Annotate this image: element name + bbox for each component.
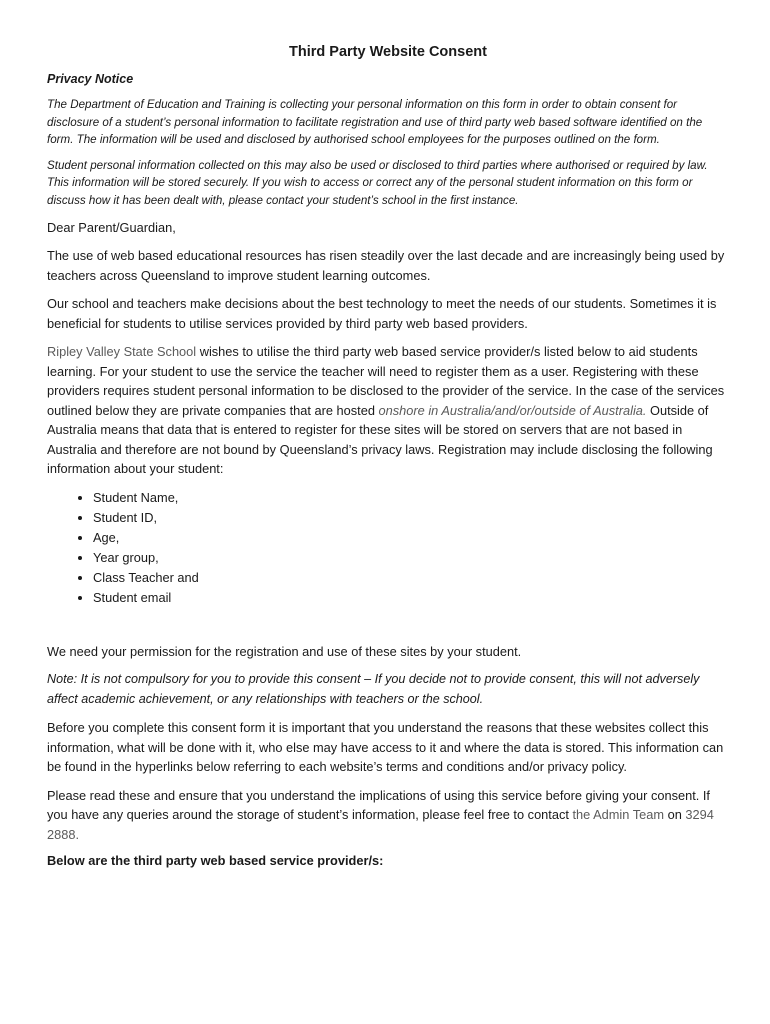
providers-heading: Below are the third party web based service provider/s: [47, 853, 384, 869]
list-item: • Student ID, [93, 508, 729, 528]
paragraph-understanding: Before you complete this consent form it is important that you understand the reasons that these websites collect this information, what will be done with it, who else may have access to it and where the data is stored. This information can be found in the hyperlinks below referring to each website’s terms and conditions and/or privacy policy. [47, 720, 724, 775]
paragraph-technology: Our school and teachers make decisions about the best technology to meet the needs of our students. Sometimes it is beneficial for students to utilise services provided by third party web based providers. [47, 296, 717, 331]
school-name-field: Ripley Valley State School [47, 344, 197, 360]
paragraph-web-resources: The use of web based educational resources has risen steadily over the last decade and are increasingly being used by teachers across Queensland to improve student learning outcomes. [47, 248, 725, 283]
list-item: • Age, [93, 528, 729, 548]
privacy-heading: Privacy Notice [47, 72, 134, 86]
queries-on: on [664, 807, 686, 823]
privacy-paragraph-1: The Department of Education and Training is collecting your personal information on this form in order to obtain consent for disclosure of a student’s personal information to facilitate registration and use of third party web based software identified on the form. The information will be used and disclosed by authorised school employees for the purposes outlined on the form. [47, 98, 703, 147]
consent-note: Note: It is not compulsory for you to provide this consent – If you decide not to provide consent, this will not adversely affect academic achievement, or any relationships with teachers or the school. [47, 672, 700, 706]
list-item: • Year group, [93, 548, 729, 568]
document-title: Third Party Website Consent [289, 44, 487, 60]
phone-number-field: 3294 2888. [47, 807, 714, 842]
registration-text-a: wishes to utilise the third party web based service provider/s listed below to aid students learning. For your student to use the service the teacher will need to register them as a user. Registering with these providers requires student personal information to be disclosed to the provider of the service. In the case of the services outlined below they are private companies that are hosted [47, 344, 725, 418]
queries-text: Please read these and ensure that you understand the implications of using this service before giving your consent. If you have any queries around the storage of student’s information, please feel free to contact [47, 787, 710, 823]
list-item: • Student Name, [93, 488, 729, 508]
greeting: Dear Parent/Guardian, [47, 219, 176, 235]
registration-text-b: Outside of Australia means that data that is entered to register for these sites will be stored on servers that are not based in Australia and therefore are not bound by Queensland’s privacy laws. Registration may include disclosing the following information about your student: [47, 402, 713, 477]
list-item: • Student email [93, 588, 729, 608]
hosting-location-field: onshore in Australia/and/or/outside of Australia. [378, 402, 647, 418]
document-body [47, 44, 729, 868]
paragraph-registration [47, 342, 729, 479]
privacy-paragraph-2: Student personal information collected on this may also be used or disclosed to third parties where authorised or required by law. This information will be stored securely. If you wish to access or correct any of the personal student information on this form or discuss how it has been dealt with, please contact your student’s school in the first instance. [47, 158, 708, 207]
list-item: • Class Teacher and [93, 568, 729, 588]
paragraph-queries [47, 786, 729, 845]
student-info-list [47, 488, 729, 608]
permission-statement: We need your permission for the registration and use of these sites by your student. [47, 643, 522, 659]
contact-team-field: the Admin Team [572, 807, 665, 823]
spacer [47, 608, 729, 642]
